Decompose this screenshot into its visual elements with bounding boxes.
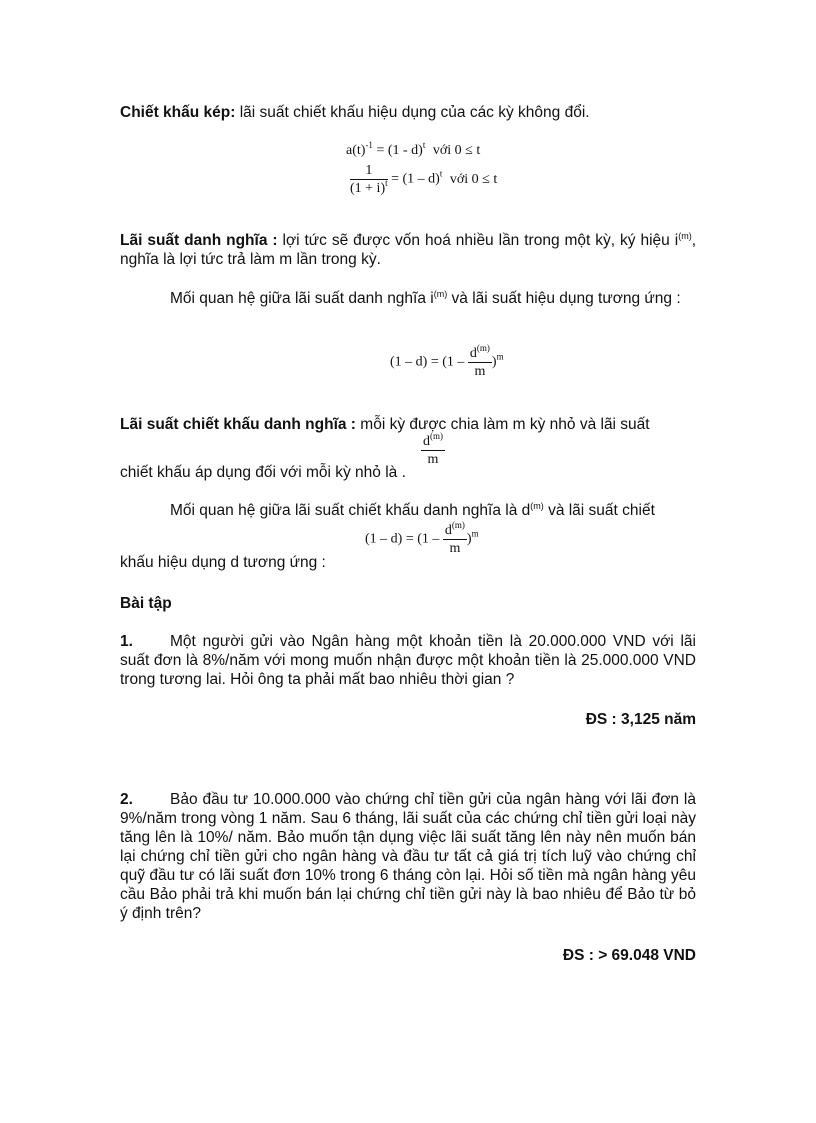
formula-term: d <box>423 434 430 449</box>
exercise-answer: ĐS : 3,125 năm <box>585 711 696 728</box>
fraction-numerator <box>468 345 492 363</box>
fraction-numerator <box>421 433 445 451</box>
formula-exponent: m <box>471 528 479 539</box>
fraction-numerator: 1 <box>350 162 388 180</box>
paragraph-text: , nghĩa là lợi tức trả làm m lần trong kỳ. <box>120 232 697 268</box>
fraction-denominator: m <box>449 541 461 556</box>
exercise-text: Một người gửi vào Ngân hàng một khoản tiền là 20.000.000 VND với lãi suất đơn là 8%/năm với mong muốn nhận được một khoản tiền là 25.000.000 VND trong tương lai. Hỏi ông ta phải mất bao nhiêu thời gian ? <box>120 633 696 688</box>
formula-term: = (1 - d) <box>376 143 423 158</box>
exercise-answer: ĐS : > 69.048 VND <box>562 947 696 964</box>
formula-fraction <box>443 522 467 557</box>
paragraph-text: lợi tức sẽ được vốn hoá nhiều lần trong một kỳ, ký hiệu <box>282 232 670 249</box>
paragraph-nominal-effective-relation <box>120 289 696 308</box>
paragraph-nominal-rate <box>120 231 696 269</box>
formula-exponent: t <box>385 178 388 188</box>
formula-double-discount-line2 <box>350 162 497 197</box>
formula-exponent: -1 <box>365 140 373 150</box>
formula-term: ) <box>466 531 472 547</box>
formula-exponent: (m) <box>430 431 443 441</box>
symbol-superscript: (m) <box>433 289 448 299</box>
paragraph-double-discount <box>120 103 696 122</box>
paragraph-text: và lãi suất hiệu dụng tương ứng : <box>451 290 681 307</box>
paragraph-text: Mối quan hệ giữa lãi suất danh nghĩa i <box>170 290 434 307</box>
formula-condition: với 0 ≤ t <box>449 171 498 187</box>
definition-text: lãi suất chiết khấu hiệu dụng của các kỳ không đổi. <box>239 104 590 121</box>
symbol-i: i <box>674 232 679 249</box>
exercise-item <box>120 790 696 923</box>
exercise-text: Bảo đầu tư 10.000.000 vào chứng chỉ tiền gửi của ngân hàng với lãi đơn là 9%/năm trong vòng 1 năm. Sau 6 tháng, lãi suất của các chứng chỉ tiền gửi loại này tăng lên là 10%/ năm. Bảo muốn tận dụng việc lãi suất tăng lên này nên muốn bán lại chứng chỉ tiền gửi cho ngân hàng và đầu tư tất cả giá trị tích luỹ vào chứng chỉ quỹ đầu tư có lãi suất đơn 10% trong 6 tháng còn lại. Hỏi số tiền mà ngân hàng yêu cầu Bảo phải trả khi muốn bán lại chứng chỉ tiền gửi này là bao nhiêu để Bảo từ bỏ ý định trên? <box>120 791 696 922</box>
term-nominal-rate: Lãi suất danh nghĩa : <box>120 232 278 249</box>
paragraph-text: và lãi suất chiết <box>548 502 655 519</box>
formula-exponent: t <box>422 140 426 150</box>
paragraph-text: khấu hiệu dụng d tương ứng : <box>120 554 326 571</box>
term-double-discount: Chiết khấu kép: <box>120 104 236 121</box>
paragraph-text: chiết khấu áp dụng đối với mỗi kỳ nhỏ là . <box>120 464 406 481</box>
fraction-denominator: m <box>427 452 439 467</box>
paragraph-discount-relation <box>120 501 696 520</box>
formula-discount-relation <box>365 522 479 557</box>
formula-term: ) <box>491 354 497 370</box>
formula-exponent: (m) <box>451 520 465 530</box>
term-nominal-discount: Lãi suất chiết khấu danh nghĩa : <box>120 416 356 433</box>
exercise-item <box>120 632 696 689</box>
fraction-denominator <box>350 180 388 197</box>
fraction-denominator: m <box>474 364 486 379</box>
exercises-heading: Bài tập <box>120 595 172 612</box>
formula-fraction <box>468 345 492 380</box>
symbol-superscript: (m) <box>678 231 692 241</box>
paragraph-text: mỗi kỳ được chia làm m kỳ nhỏ và lãi suất <box>360 416 650 433</box>
formula-term: d <box>469 346 477 361</box>
formula-exponent: t <box>439 168 443 179</box>
paragraph-nominal-discount <box>120 415 696 434</box>
formula-exponent: (m) <box>476 343 490 353</box>
paragraph-nominal-discount-cont <box>120 463 696 482</box>
formula-double-discount-line1 <box>346 140 481 159</box>
formula-term: (1 – d) = (1 – <box>365 531 440 547</box>
formula-term: (1 – d) = (1 – <box>390 354 465 370</box>
formula-term: (1 + i) <box>350 181 386 196</box>
formula-fraction <box>350 162 388 197</box>
formula-term: a(t) <box>346 143 366 158</box>
formula-term: d <box>444 523 452 538</box>
formula-fraction <box>421 433 445 468</box>
paragraph-text: Mối quan hệ giữa lãi suất chiết khấu danh nghĩa là d <box>170 502 531 519</box>
fraction-numerator <box>443 522 467 540</box>
formula-condition: với 0 ≤ t <box>432 143 481 158</box>
formula-nominal-relation <box>390 345 504 380</box>
exercise-number: 2. <box>120 791 133 808</box>
formula-term: = (1 – d) <box>391 171 440 187</box>
symbol-superscript: (m) <box>530 501 544 511</box>
exercise-number: 1. <box>120 633 133 650</box>
formula-subperiod-discount <box>421 433 445 468</box>
formula-exponent: m <box>496 351 504 362</box>
